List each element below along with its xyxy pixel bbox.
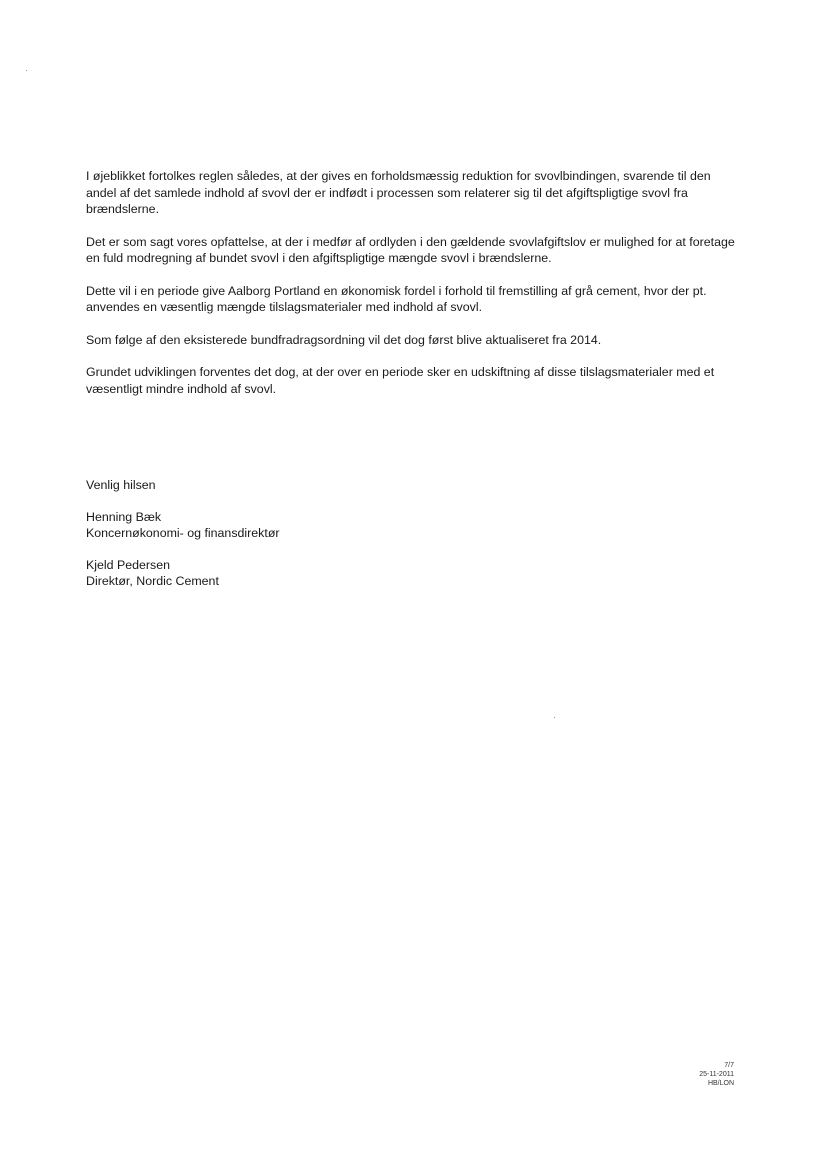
letter-body bbox=[86, 168, 736, 413]
signatory-2 bbox=[86, 557, 486, 590]
page-number: 7/7 bbox=[724, 1062, 734, 1069]
paragraph: I øjeblikket fortolkes reglen således, at der gives en forholdsmæssig reduktion for svovlbindingen, svarende til den andel af det samlede indhold af svovl der er indfødt i processen som relaterer sig til det afgiftspligtige svovl fra brændslerne. bbox=[86, 169, 711, 216]
paragraph: Det er som sagt vores opfattelse, at der i medfør af ordlyden i den gældende svovlafgiftslov er mulighed for at foretage en fuld modregning af bundet svovl i den afgiftspligtige mængde svovl i brændslerne. bbox=[86, 234, 735, 265]
greeting: Venlig hilsen bbox=[86, 478, 156, 492]
paragraph: Dette vil i en periode give Aalborg Portland en økonomisk fordel i forhold til fremstilling af grå cement, hvor der pt. anvendes en væsentlig mængde tilslagsmaterialer med indhold af svovl. bbox=[86, 283, 707, 314]
scan-speck bbox=[554, 717, 555, 718]
footer-reference: HB/LON bbox=[707, 1080, 734, 1087]
signatory-title: Koncernøkonomi- og finansdirektør bbox=[86, 526, 280, 540]
page-footer bbox=[699, 1061, 734, 1088]
footer-date: 25-11-2011 bbox=[699, 1071, 734, 1078]
paragraph: Som følge af den eksisterede bundfradragsordning vil det dog først blive aktualiseret fra 2014. bbox=[86, 332, 602, 347]
paragraph: Grundet udviklingen forventes det dog, at der over en periode sker en udskiftning af disse tilslagsmaterialer med et væsentligt mindre indhold af svovl. bbox=[86, 365, 715, 396]
letter-closing bbox=[86, 477, 486, 605]
signatory-name: Kjeld Pedersen bbox=[86, 557, 171, 572]
signatory-1 bbox=[86, 509, 486, 542]
signatory-title: Direktør, Nordic Cement bbox=[86, 574, 219, 588]
scan-speck bbox=[26, 70, 27, 71]
signatory-name: Henning Bæk bbox=[86, 509, 162, 524]
